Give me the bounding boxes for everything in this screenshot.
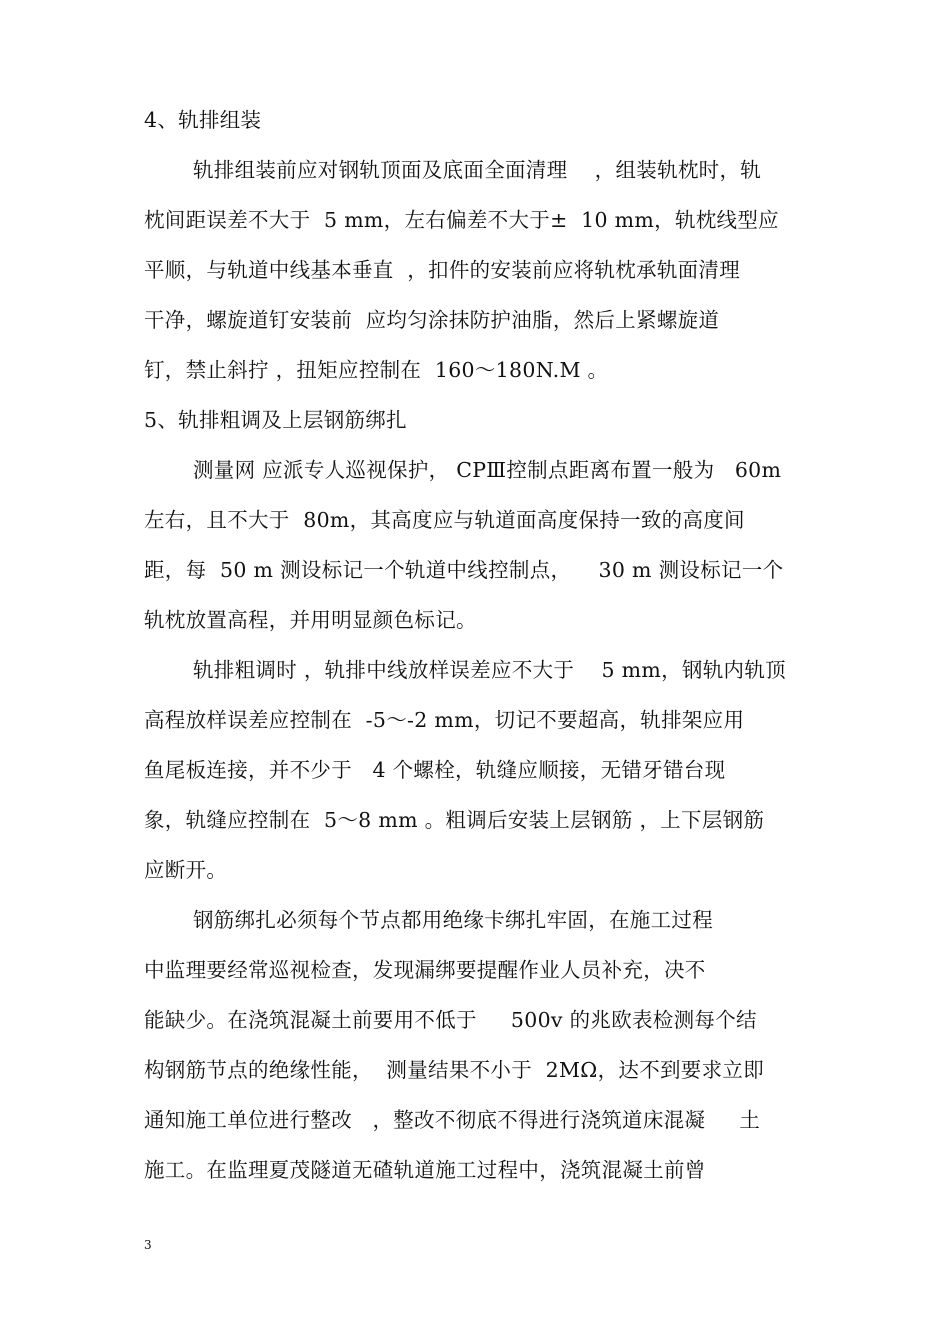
paragraph-line: 能缺少。在浇筑混凝土前要用不低于 500v 的兆欧表检测每个结 xyxy=(144,1008,757,1032)
paragraph-line: 钉，禁止斜拧 ，扭矩应控制在 160～180N.M 。 xyxy=(144,358,609,382)
paragraph-line: 高程放样误差应控制在 -5～-2 mm，切记不要超高，轨排架应用 xyxy=(144,708,745,732)
paragraph-line: 干净，螺旋道钉安装前 应均匀涂抹防护油脂，然后上紧螺旋道 xyxy=(144,308,720,332)
paragraph-line: 枕间距误差不大于 5 mm，左右偏差不大于± 10 mm，轨枕线型应 xyxy=(144,208,779,232)
paragraph-line: 左右，且不大于 80m，其高度应与轨道面高度保持一致的高度间 xyxy=(144,508,745,532)
paragraph-line: 轨排粗调时 ，轨排中线放样误差应不大于 5 mm，钢轨内轨顶 xyxy=(193,658,786,682)
paragraph-line: 平顺，与轨道中线基本垂直 ，扣件的安装前应将轨枕承轨面清理 xyxy=(144,258,741,282)
heading-4: 4、轨排组装 xyxy=(144,108,262,132)
paragraph-line: 轨枕放置高程，并用明显颜色标记。 xyxy=(144,608,477,632)
paragraph-line: 测量网 应派专人巡视保护， CPⅢ控制点距离布置一般为 60m xyxy=(193,458,782,482)
paragraph-line: 通知施工单位进行整改 ，整改不彻底不得进行浇筑道床混凝 土 xyxy=(144,1108,761,1132)
paragraph-line: 应断开。 xyxy=(144,858,228,882)
paragraph-line: 钢筋绑扎必须每个节点都用绝缘卡绑扎牢固，在施工过程 xyxy=(193,908,713,932)
paragraph-line: 鱼尾板连接，并不少于 4 个螺栓，轨缝应顺接，无错牙错台现 xyxy=(144,758,726,782)
heading-5: 5、轨排粗调及上层钢筋绑扎 xyxy=(144,408,407,432)
paragraph-line: 距，每 50 m 测设标记一个轨道中线控制点， 30 m 测设标记一个 xyxy=(144,558,784,582)
paragraph-line: 施工。在监理夏茂隧道无碴轨道施工过程中，浇筑混凝土前曾 xyxy=(144,1158,706,1182)
page-number: 3 xyxy=(144,1238,152,1252)
paragraph-line: 象，轨缝应控制在 5～8 mm 。粗调后安装上层钢筋 ，上下层钢筋 xyxy=(144,808,765,832)
paragraph-line: 构钢筋节点的绝缘性能， 测量结果不小于 2MΩ，达不到要求立即 xyxy=(144,1058,764,1082)
paragraph-line: 中监理要经常巡视检查，发现漏绑要提醒作业人员补充，决不 xyxy=(144,958,706,982)
paragraph-line: 轨排组装前应对钢轨顶面及底面全面清理 ，组装轨枕时，轨 xyxy=(193,158,762,182)
